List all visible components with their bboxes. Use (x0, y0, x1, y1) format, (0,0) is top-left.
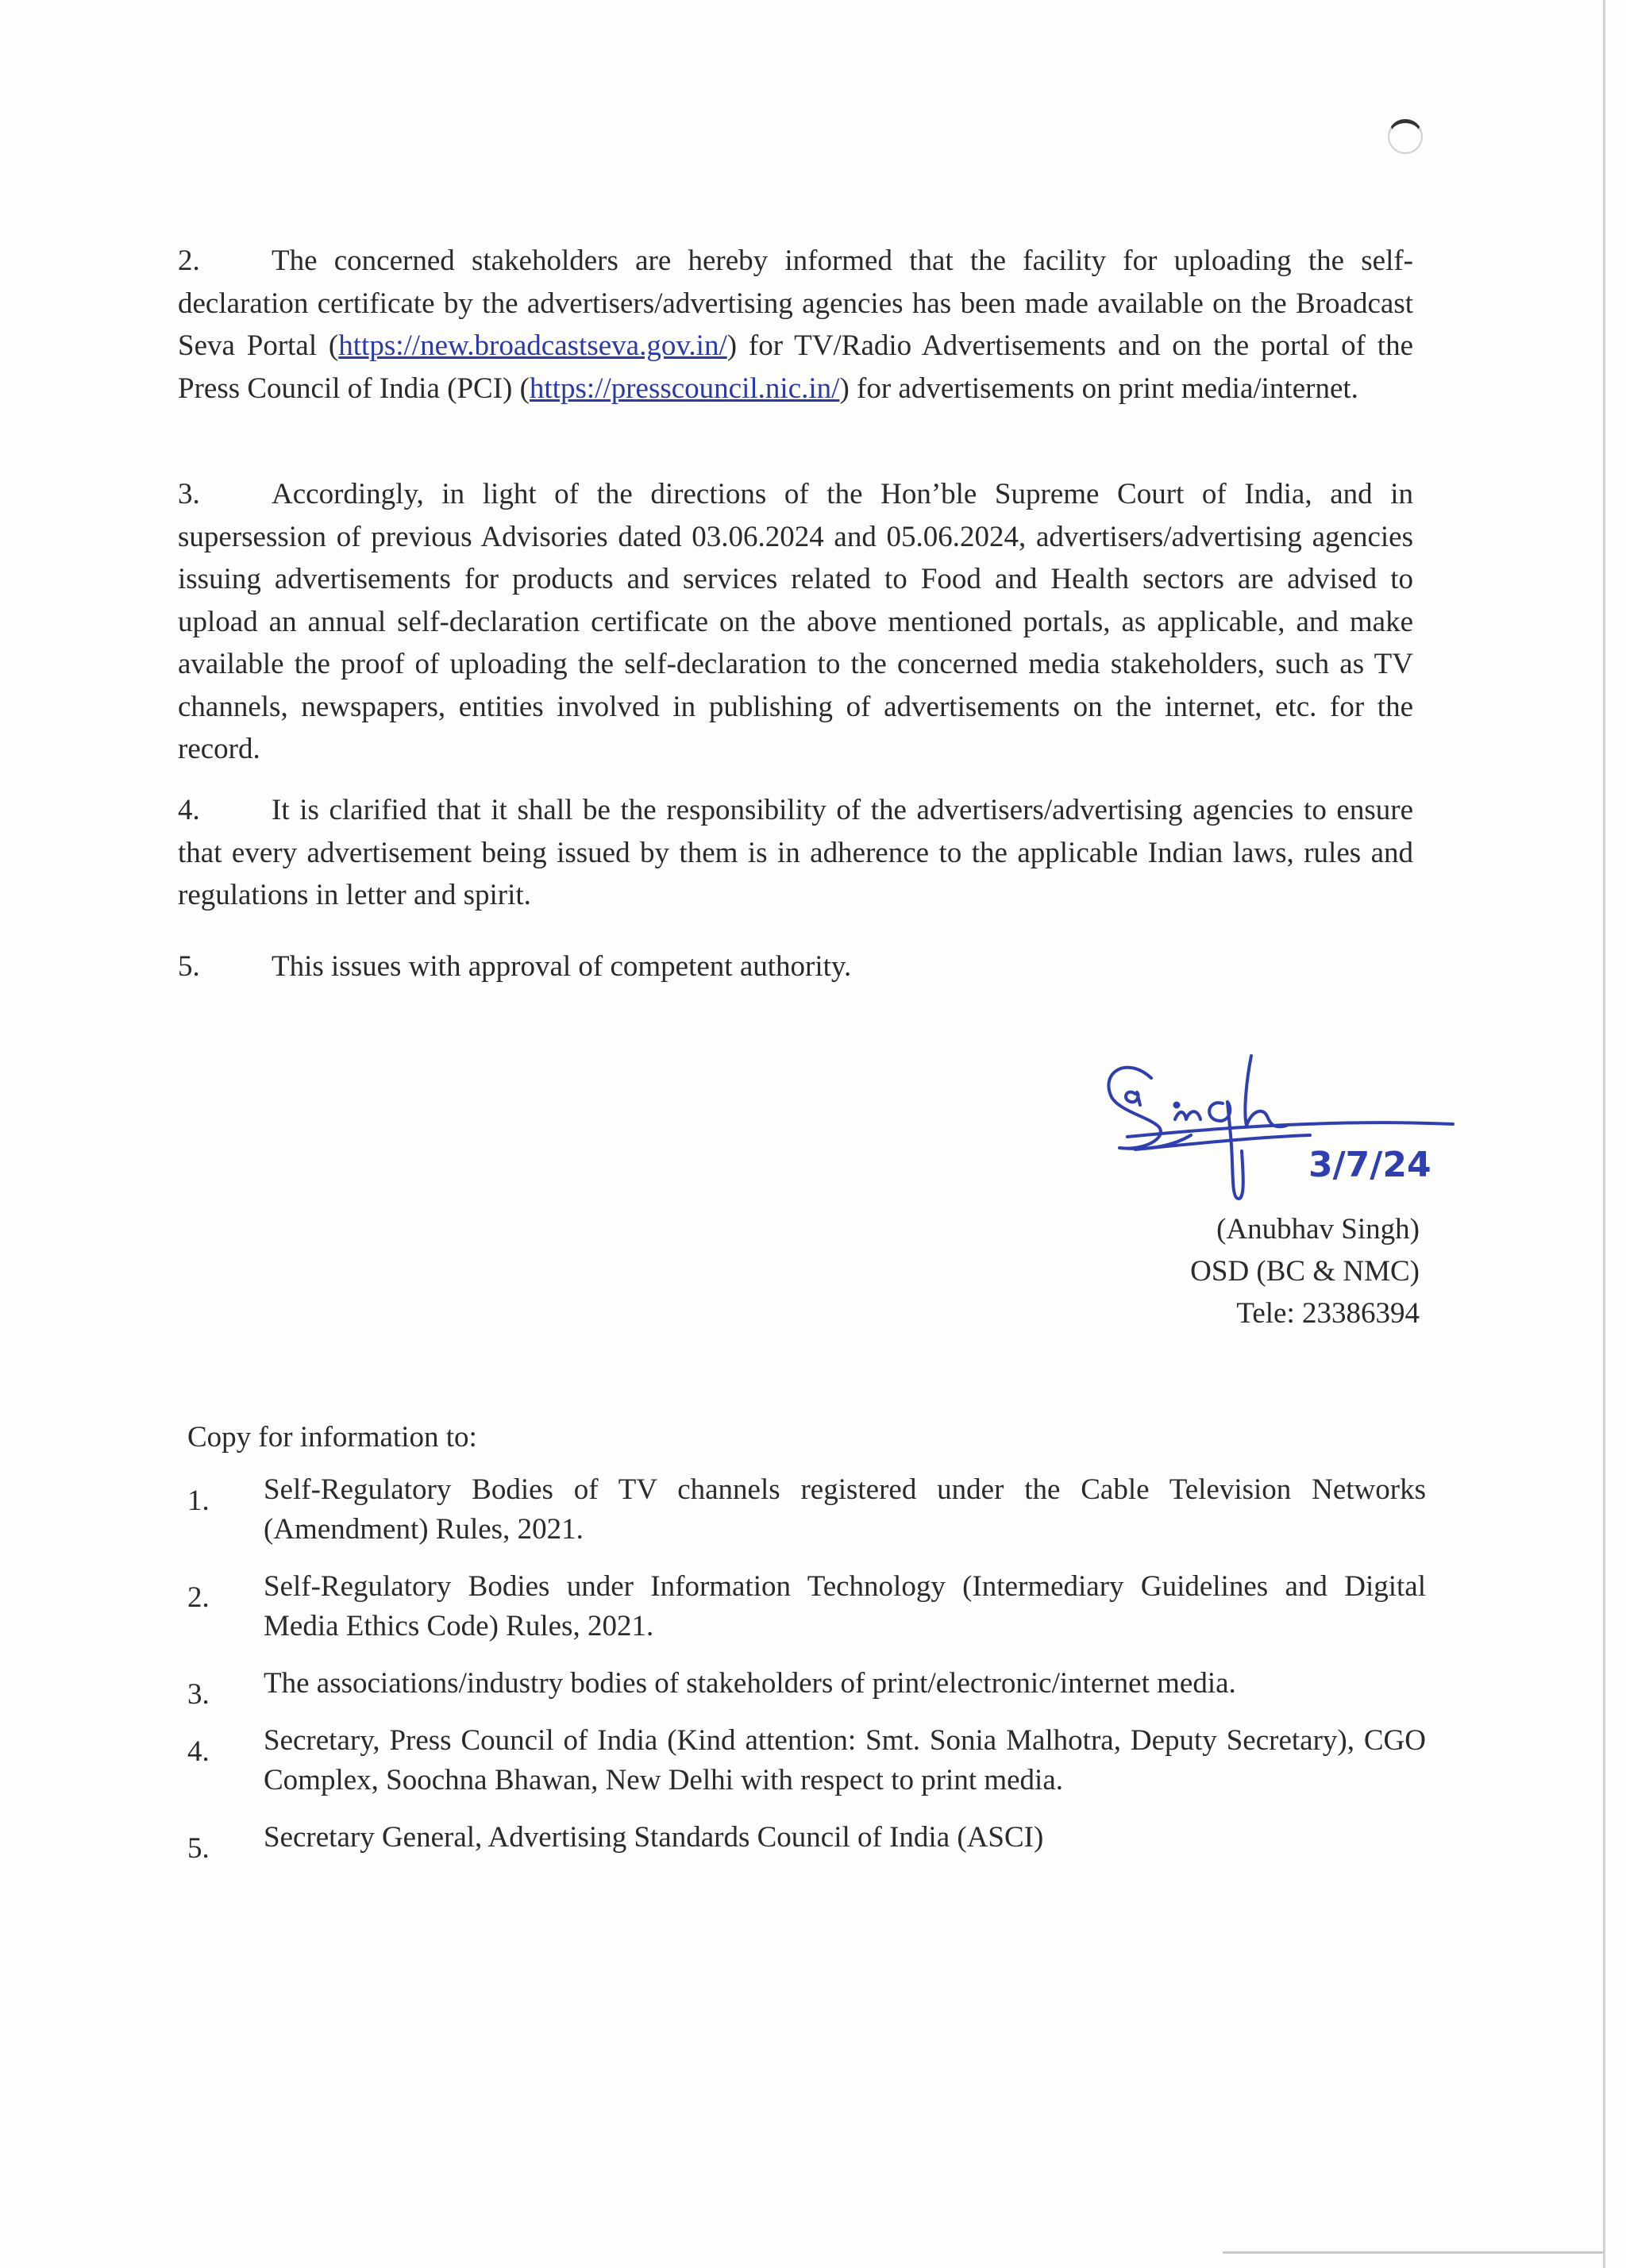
paragraph-text: Accordingly, in light of the directions of the Hon’ble Supreme Court of India, and in supersession of previous Advisories dated 03.06.2024 and 05.06.2024, advertisers/advertising agencies issuing advertisements for products and services related to Food and Health sectors are advised to upload an annual self-declaration certificate on the above mentioned portals, as applicable, and make available the proof of uploading the self-declaration to the concerned media stakeholders, such as TV channels, newspapers, entities involved in publishing of advertisements on the internet, etc. for the record. (178, 478, 1413, 765)
list-item (187, 1721, 1426, 1800)
list-item (187, 1470, 1426, 1550)
paragraph-number: 2. (178, 245, 200, 277)
paragraph-text: It is clarified that it shall be the responsibility of the advertisers/advertising agencies to ensure that every advertisement being issued by them is in adherence to the applicable Indian laws, rules and regulations in letter and spirit. (178, 794, 1413, 911)
signatory-designation: OSD (BC & NMC) (1190, 1255, 1420, 1288)
signatory-block (1032, 1208, 1420, 1334)
paragraph-4 (178, 789, 1413, 917)
list-item-number: 4. (187, 1735, 210, 1768)
paragraph-2 (178, 240, 1413, 410)
broadcast-seva-link[interactable]: https://new.broadcastseva.gov.in/ (338, 329, 727, 362)
list-item-text: Self-Regulatory Bodies of TV channels registered under the Cable Television Networks (Amendment) Rules, 2021. (264, 1473, 1426, 1546)
scan-edge-line-bottom (1223, 2251, 1604, 2254)
paragraph-number: 5. (178, 950, 200, 983)
list-item (187, 1818, 1426, 1865)
signatory-name: (Anubhav Singh) (1216, 1213, 1420, 1246)
copy-to-list (187, 1470, 1426, 1875)
paragraph-3 (178, 473, 1413, 771)
list-item (187, 1567, 1426, 1646)
list-item-text: Secretary General, Advertising Standards Council of India (ASCI) (264, 1821, 1044, 1854)
list-item-number: 1. (187, 1484, 210, 1517)
paragraph-5 (178, 945, 1413, 988)
list-item-number: 3. (187, 1678, 210, 1711)
paragraph-number: 3. (178, 478, 200, 510)
signatory-phone: Tele: 23386394 (1236, 1297, 1420, 1330)
list-item-text: The associations/industry bodies of stakeholders of print/electronic/internet media. (264, 1667, 1236, 1700)
scan-edge-line (1603, 0, 1605, 2268)
handwritten-signature (1104, 1032, 1469, 1223)
handwritten-date: 3/7/24 (1308, 1145, 1431, 1185)
paragraph-text: This issues with approval of competent authority. (272, 950, 852, 983)
list-item-text: Self-Regulatory Bodies under Information Technology (Intermediary Guidelines and Digital Media Ethics Code) Rules, 2021. (264, 1570, 1426, 1642)
list-item-number: 5. (187, 1832, 210, 1865)
copy-to-title: Copy for information to: (187, 1421, 477, 1454)
paragraph-text: The concerned stakeholders are hereby informed that the facility for uploading the self-declaration certificate by the advertisers/advertising agencies has been made available on the Broadcast Seva Portal ( (178, 245, 1413, 362)
list-item-text: Secretary, Press Council of India (Kind attention: Smt. Sonia Malhotra, Deputy Secretary), CGO Complex, Soochna Bhawan, New Delhi with respect to print media. (264, 1724, 1426, 1796)
punch-hole-mark (1388, 119, 1423, 154)
paragraph-number: 4. (178, 794, 200, 826)
paragraph-text: ) for TV/Radio Advertisements and on the portal of the Press Council of India (PCI) ( (178, 329, 1413, 405)
list-item (187, 1664, 1426, 1711)
paragraph-text: ) for advertisements on print media/internet. (839, 372, 1358, 405)
press-council-link[interactable]: https://presscouncil.nic.in/ (529, 372, 840, 405)
list-item-number: 2. (187, 1581, 210, 1614)
